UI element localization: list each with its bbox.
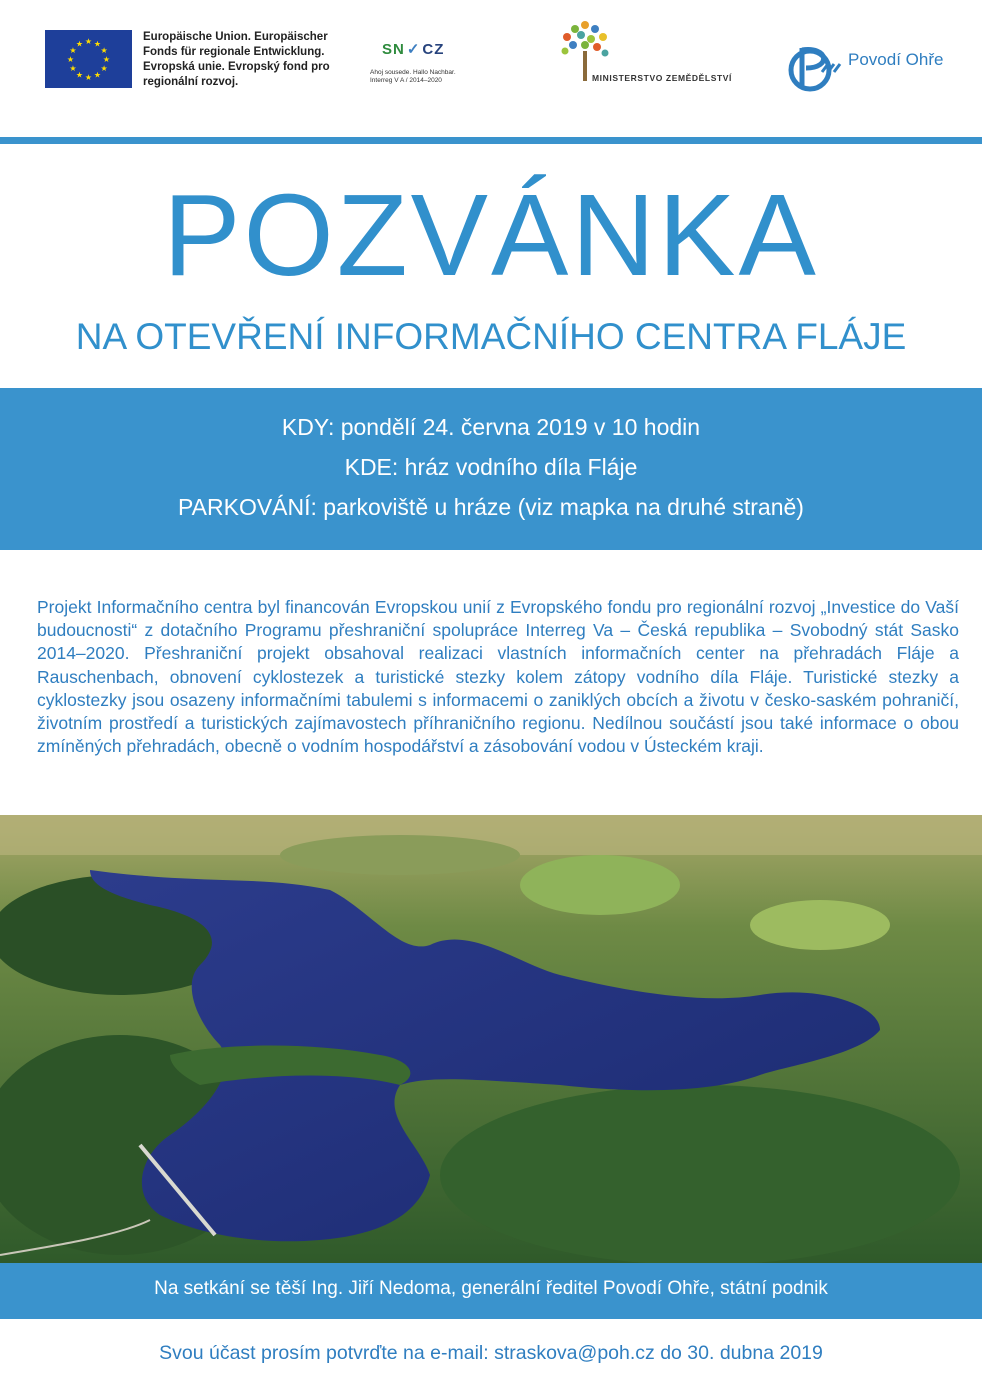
top-divider [0, 137, 982, 144]
eu-star-icon: ★ [93, 39, 102, 49]
eu-star-icon: ★ [100, 46, 108, 55]
footer-band [0, 1263, 982, 1319]
check-icon: ✓ [406, 41, 421, 58]
eu-star-icon: ★ [93, 70, 102, 80]
eu-star-icon: ★ [75, 39, 84, 49]
interreg-sn-label: SN [382, 41, 405, 58]
eu-text-line: Europäische Union. Europäischer [143, 31, 328, 43]
povodi-ohre-logo [788, 42, 848, 94]
interreg-subtext-line: Ahoj sousede. Hallo Nachbar. [370, 69, 456, 76]
eu-star-icon: ★ [102, 55, 111, 64]
event-parking: PARKOVÁNÍ: parkoviště u hráze (viz mapka na druhé straně) [178, 494, 804, 520]
povodi-ohre-name: Povodí Ohře [848, 50, 944, 69]
event-where: KDE: hráz vodního díla Fláje [344, 454, 638, 480]
rsvp-text: Svou účast prosím potvrďte na e-mail: straskova@poh.cz do 30. dubna 2019 [159, 1342, 823, 1364]
ministry-name: MINISTERSTVO ZEMĚDĚLSTVÍ [592, 73, 733, 83]
eu-star-icon: ★ [84, 37, 93, 46]
interreg-subtext [370, 69, 490, 85]
page-title: POZVÁNKA [163, 170, 819, 300]
interreg-subtext-line: Interreg V A / 2014–2020 [370, 77, 442, 84]
eu-star-icon: ★ [100, 64, 108, 73]
event-info-band [0, 388, 982, 550]
reservoir-aerial-photo [0, 815, 982, 1263]
eu-star-icon: ★ [69, 46, 77, 55]
project-description: Projekt Informačního centra byl financován Evropskou unií z Evropského fondu pro regionální rozvoj „Investice do Vaší budoucnosti“ z dotačního Programu přeshraniční spolupráce Interreg Va – Česká republika – Svobodný stát Sasko 2014–2020. Přeshraniční projekt obsahoval realizaci vlastních informačních center na přehradách Fláje a Rauschenbach, obnovení cyklostezek a turistické stezky kolem zátopy vodního díla Fláje. Turistické stezky a cyklostezky jsou osazeny informačními tabulemi s informacemi o zaniklých obcích a životu v česko-saském pohraničí, životním prostředí a turistických zajímavostech příhraničního regionu. Nedílnou součástí jsou také informace o obou zmíněných přehradách, obecně o vodním hospodářství a zásobování vodou v Ústeckém kraji. [37, 597, 959, 757]
eu-star-icon: ★ [66, 55, 75, 64]
eu-star-icon: ★ [75, 70, 84, 80]
eu-text-line: Fonds für regionale Entwicklung. [143, 46, 325, 58]
eu-star-icon: ★ [69, 64, 77, 73]
eu-funding-text [143, 30, 343, 90]
interreg-cz-label: CZ [422, 41, 445, 58]
page-subtitle: NA OTEVŘENÍ INFORMAČNÍHO CENTRA FLÁJE [75, 316, 907, 357]
event-when: KDY: pondělí 24. června 2019 v 10 hodin [281, 414, 701, 440]
eu-star-icon: ★ [84, 73, 93, 82]
eu-text-line: regionální rozvoj. [143, 76, 239, 88]
interreg-sn-cz-logo [382, 40, 472, 60]
eu-flag-icon [45, 30, 132, 88]
eu-text-line: Evropská unie. Evropský fond pro [143, 61, 330, 73]
footer-host-text: Na setkání se těší Ing. Jiří Nedoma, generální ředitel Povodí Ohře, státní podnik [154, 1278, 828, 1299]
